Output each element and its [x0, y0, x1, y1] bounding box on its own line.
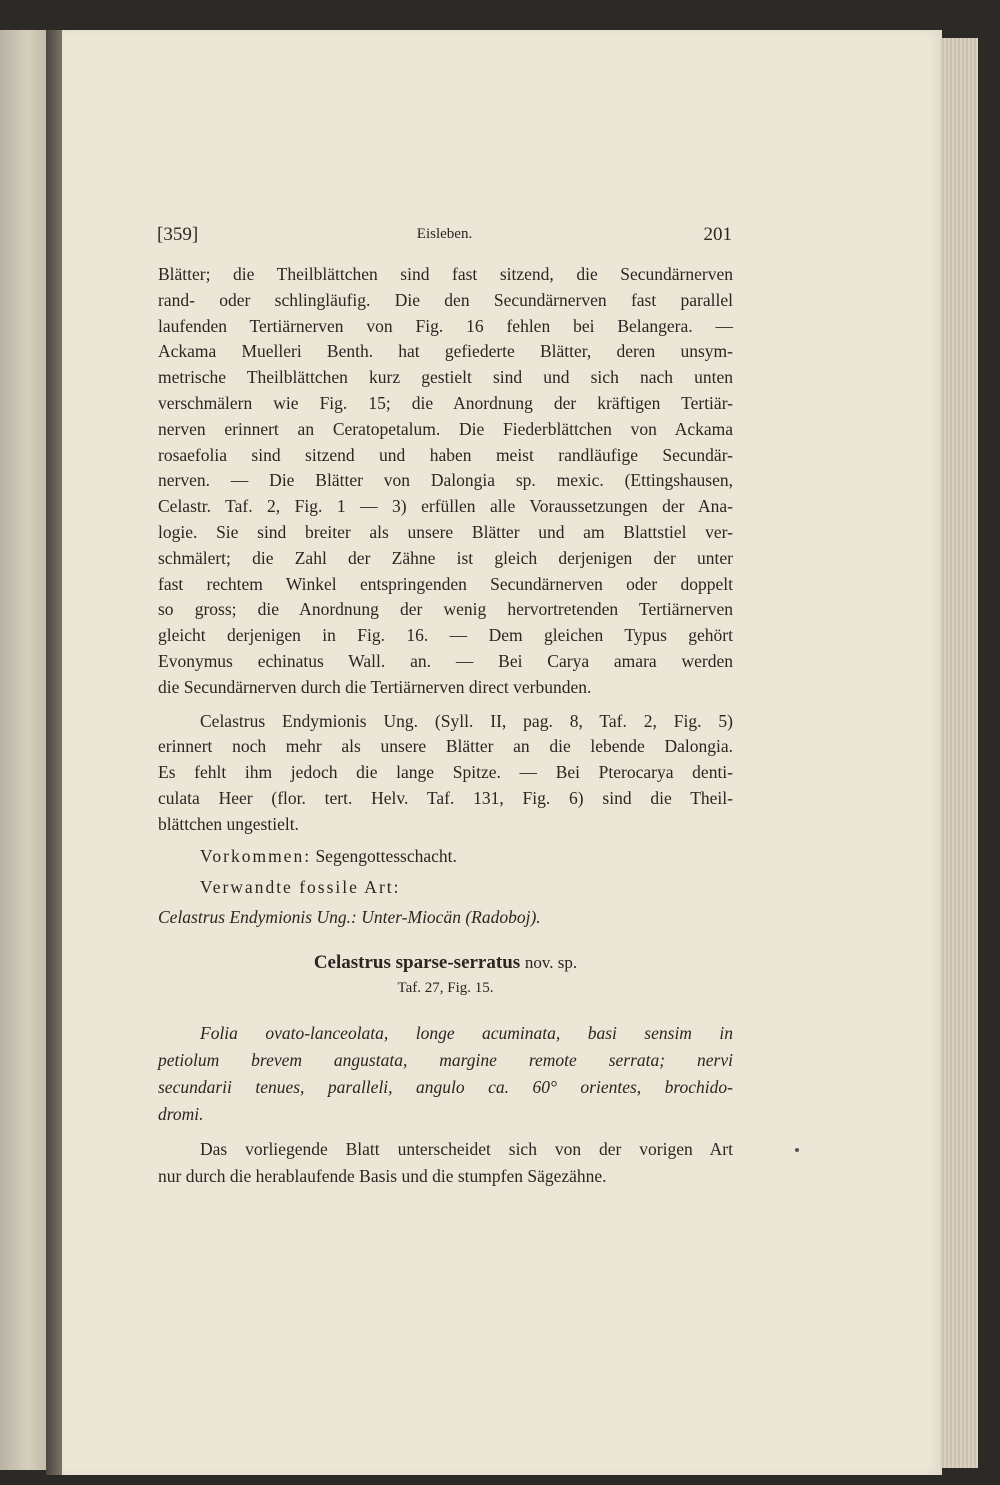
running-header	[157, 224, 732, 254]
verwandte-label-line	[158, 875, 733, 901]
vorkommen-line	[158, 844, 733, 870]
page-stack-edges	[940, 38, 978, 1468]
text-line: Celastr. Taf. 2, Fig. 1 — 3) erfüllen alle Voraussetzungen der Ana-	[158, 496, 733, 517]
species-title	[158, 952, 733, 974]
margin-speck	[795, 1148, 799, 1152]
text-line: laufenden Tertiärnerven von Fig. 16 fehlen bei Belangera. —	[158, 315, 733, 336]
text-line: nerven. — Die Blätter von Dalongia sp. mexic. (Ettingshausen,	[158, 470, 733, 491]
vorkommen-label: Vorkommen:	[200, 845, 312, 866]
main-text	[158, 262, 733, 931]
species-status: nov. sp.	[524, 953, 578, 972]
paragraph-1	[158, 262, 733, 701]
diagnosis-line: Folia ovato-lanceolata, longe acuminata, basi sensim in	[200, 1023, 733, 1043]
text-line: schmälert; die Zahl der Zähne ist gleich derjenigen der unter	[158, 547, 733, 568]
book-gutter	[46, 30, 62, 1475]
text-line: so gross; die Anordnung der wenig hervortretenden Tertiärnerven	[158, 599, 733, 620]
plate-reference: Taf. 27, Fig. 15.	[397, 980, 494, 996]
text-line: rand- oder schlingläufig. Die den Secundärnerven fast parallel	[158, 289, 733, 310]
text-line: nerven erinnert an Ceratopetalum. Die Fiederblättchen von Ackama	[158, 418, 733, 439]
text-line: nur durch die herablaufende Basis und die stumpfen Sägezähne.	[158, 1166, 607, 1186]
text-line: fast rechtem Winkel entspringenden Secundärnerven oder doppelt	[158, 573, 733, 594]
closing-paragraph	[158, 1136, 733, 1190]
facing-page-edge	[0, 30, 46, 1470]
species-name: Celastrus sparse-serratus	[313, 952, 521, 973]
text-line: rosaefolia sind sitzend und haben meist randläufige Secundär-	[158, 444, 733, 465]
diagnosis-line: secundarii tenues, paralleli, angulo ca. 60° orientes, brochido-	[158, 1077, 733, 1097]
text-line: culata Heer (flor. tert. Helv. Taf. 131, Fig. 6) sind die Theil-	[158, 787, 733, 808]
diagnosis-line: petiolum brevem angustata, margine remote serrata; nervi	[158, 1050, 733, 1070]
text-line: Evonymus echinatus Wall. an. — Bei Carya amara werden	[158, 650, 733, 671]
diagnosis-line: dromi.	[158, 1104, 204, 1124]
text-line: erinnert noch mehr als unsere Blätter an die lebende Dalongia.	[158, 736, 733, 757]
text-line: Ackama Muelleri Benth. hat gefiederte Blätter, deren unsym-	[158, 341, 733, 362]
verwandte-value-line	[158, 905, 733, 931]
text-line: Celastrus Endymionis Ung. (Syll. II, pag. 8, Taf. 2, Fig. 5)	[200, 710, 733, 731]
text-line: blättchen ungestielt.	[158, 813, 299, 834]
text-line: verschmälern wie Fig. 15; die Anordnung der kräftigen Tertiär-	[158, 392, 733, 413]
page-bracket-number: [359]	[157, 224, 199, 245]
paragraph-2	[158, 709, 733, 838]
latin-diagnosis	[158, 1020, 733, 1128]
verwandte-value: Celastrus Endymionis Ung.: Unter-Miocän (Radoboj).	[158, 907, 541, 928]
running-title: Eisleben.	[416, 226, 473, 242]
vorkommen-value: Segengottesschacht.	[315, 845, 457, 866]
page-number: 201	[703, 224, 732, 245]
text-line: metrische Theilblättchen kurz gestielt sind und sich nach unten	[158, 367, 733, 388]
species-heading	[158, 952, 733, 997]
text-line: logie. Sie sind breiter als unsere Blätter und am Blattstiel ver-	[158, 521, 733, 542]
text-line: Das vorliegende Blatt unterscheidet sich von der vorigen Art	[200, 1139, 733, 1159]
verwandte-label: Verwandte fossile Art:	[200, 877, 401, 898]
text-line: die Secundärnerven durch die Tertiärnerven direct verbunden.	[158, 676, 592, 697]
text-line: gleicht derjenigen in Fig. 16. — Dem gleichen Typus gehört	[158, 625, 733, 646]
text-line: Blätter; die Theilblättchen sind fast sitzend, die Secundärnerven	[158, 264, 733, 284]
text-line: Es fehlt ihm jedoch die lange Spitze. — Bei Pterocarya denti-	[158, 762, 733, 783]
